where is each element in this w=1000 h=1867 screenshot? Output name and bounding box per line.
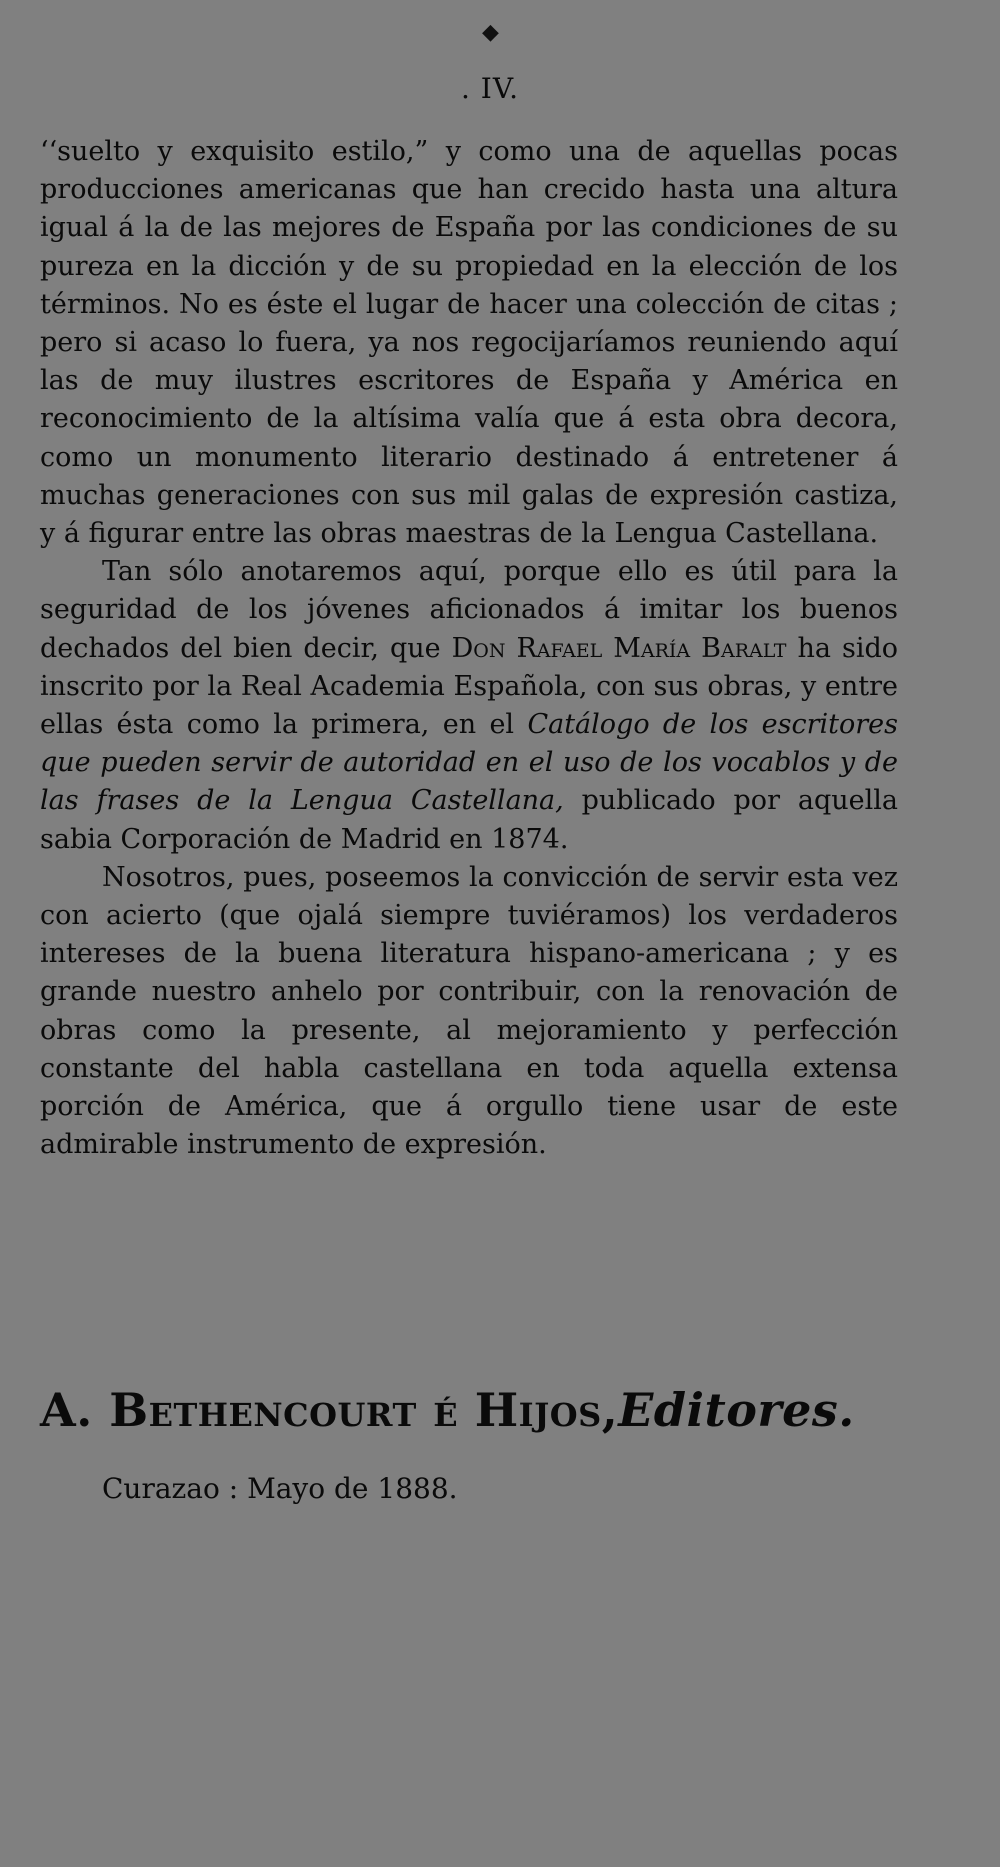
author-name: Don Rafael María Baralt: [451, 632, 787, 664]
publisher-name: A. Bethencourt é Hijos,: [40, 1383, 619, 1437]
paragraph-2-text-a: Tan sólo anotaremos aquí, porque ello es útil para la seguridad de los jóvenes aficionados á imitar los buenos dechados del bien decir, que: [40, 556, 898, 664]
publisher-role: Editores.: [618, 1383, 855, 1437]
ink-speck: ◆: [482, 20, 499, 45]
body-text: [40, 133, 898, 1164]
paragraph-2-text-b: ha sido inscrito por la Real Academia Española, con sus obras, y entre ellas ésta como la primera, en el: [40, 632, 898, 741]
catalog-title: Catálogo de los escritores que pueden servir de autoridad en el uso de los vocablos y de las frases de la Lengua Castellana,: [40, 709, 898, 817]
paragraph-1: [40, 133, 898, 553]
paragraph-2: [40, 553, 898, 859]
paragraph-2-text-c: publicado por aquella sabia Corporación de Madrid en 1874.: [40, 785, 898, 855]
publisher-line: [40, 1383, 910, 1437]
paragraph-3-text: Nosotros, pues, poseemos la convicción de servir esta vez con acierto (que ojalá siempre tuviéramos) los verdaderos intereses de la buena literatura hispano-americana ; y es grande nuestro anhelo por contribuir, con la renovación de obras como la presente, al mejoramiento y perfección constante del habla castellana en toda aquella extensa porción de América, que á orgullo tiene usar de este admirable instrumento de expresión.: [40, 861, 898, 1161]
paragraph-3: [40, 859, 898, 1165]
dateline: Curazao : Mayo de 1888.: [102, 1472, 458, 1505]
page-number: . IV.: [460, 72, 520, 105]
paragraph-1-text: ‘‘suelto y exquisito estilo,” y como una de aquellas pocas producciones americanas que han crecido hasta una altura igual á la de las mejores de España por las condiciones de su pureza en la dicción y de su propiedad en la elección de los términos. No es éste el lugar de hacer una colección de citas ; pero si acaso lo fuera, ya nos regocijaríamos reuniendo aquí las de muy ilustres escritores de España y América en reconocimiento de la altísima valía que á esta obra decora, como un monumento literario destinado á entretener á muchas generaciones con sus mil galas de expresión castiza, y á figurar entre las obras maestras de la Lengua Castellana.: [40, 136, 898, 550]
